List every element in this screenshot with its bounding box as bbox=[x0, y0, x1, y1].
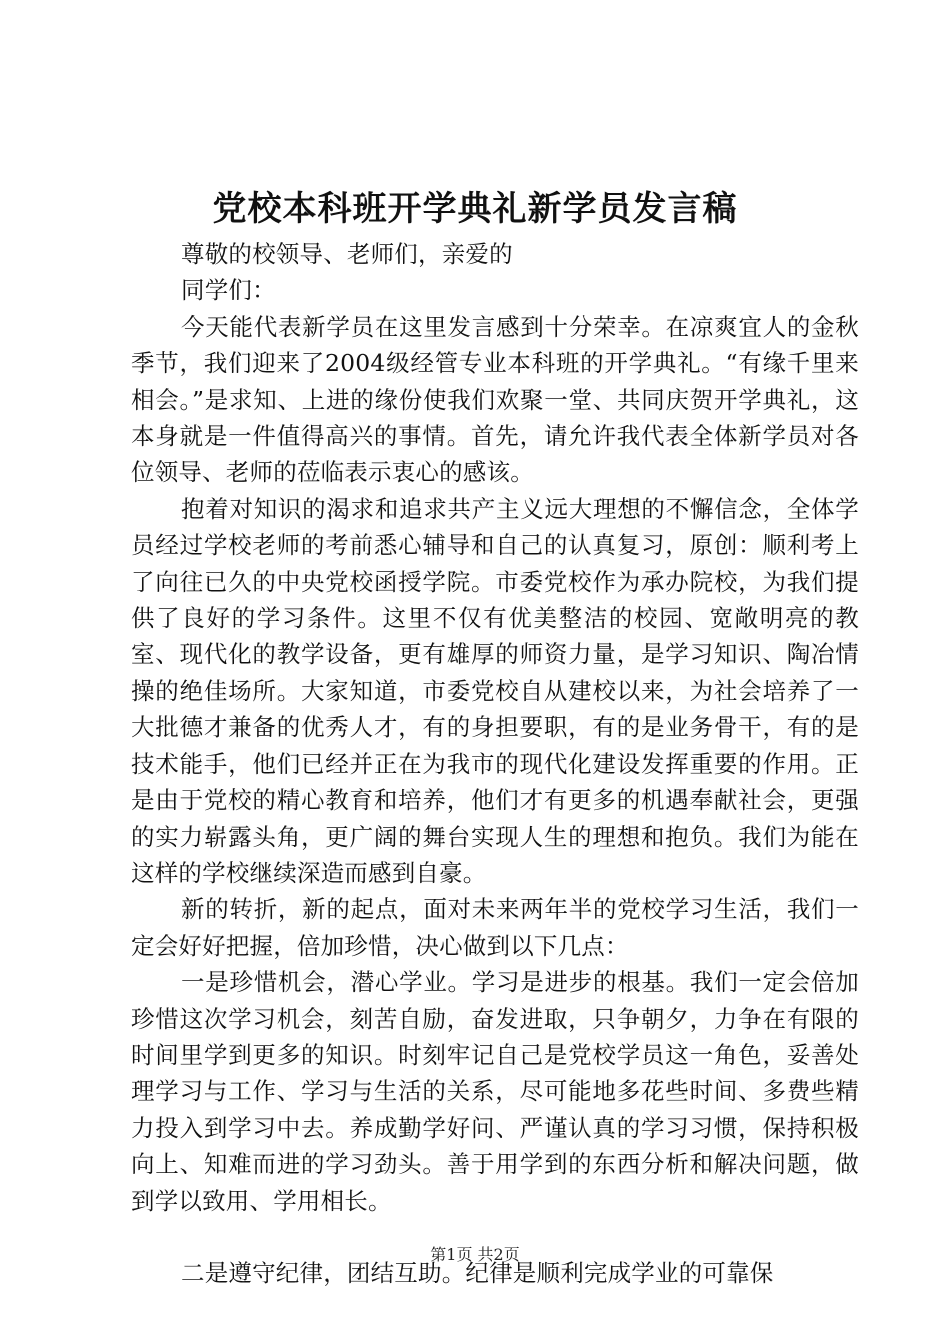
greeting-line: 同学们： bbox=[181, 276, 276, 305]
body-paragraph: 新的转折，新的起点，面对未来两年半的党校学习生活，我们一定会好好把握，倍加珍惜，决心做到以下几点： bbox=[131, 895, 859, 960]
document-title: 党校本科班开学典礼新学员发言稿 bbox=[212, 189, 738, 229]
document-body bbox=[131, 236, 859, 1291]
body-paragraph: 一是珍惜机会，潜心学业。学习是进步的根基。我们一定会倍加珍惜这次学习机会，刻苦自励，奋发进取，只争朝夕，力争在有限的时间里学到更多的知识。时刻牢记自己是党校学员这一角色，妥善处理学习与工作、学习与生活的关系，尽可能地多花些时间、多费些精力投入到学习中去。养成勤学好问、严谨认真的学习习惯，保持积极向上、知难而进的学习劲头。善于用学到的东西分析和解决问题，做到学以致用、学用相长。 bbox=[131, 968, 859, 1215]
page-footer: 第1页 共2页 bbox=[430, 1245, 520, 1264]
body-paragraph: 今天能代表新学员在这里发言感到十分荣幸。在凉爽宜人的金秋季节，我们迎来了2004级经管专业本科班的开学典礼。“有缘千里来相会。”是求知、上进的缘份使我们欢聚一堂、共同庆贺开学典礼，这本身就是一件值得高兴的事情。首先，请允许我代表全体新学员对各位领导、老师的莅临表示衷心的感该。 bbox=[131, 312, 859, 487]
body-paragraph: 二是遵守纪律，团结互助。纪律是顺利完成学业的可靠保 bbox=[181, 1258, 774, 1287]
greeting-line: 尊敬的校领导、老师们，亲爱的 bbox=[181, 240, 513, 268]
body-paragraph: 抱着对知识的渴求和追求共产主义远大理想的不懈信念，全体学员经过学校老师的考前悉心辅导和自己的认真复习，原创：顺利考上了向往已久的中央党校函授学院。市委党校作为承办院校，为我们提供了良好的学习条件。这里不仅有优美整洁的校园、宽敞明亮的教室、现代化的教学设备，更有雄厚的师资力量，是学习知识、陶冶情操的绝佳场所。大家知道，市委党校自从建校以来，为社会培养了一大批德才兼备的优秀人才，有的身担要职，有的是业务骨干，有的是技术能手，他们已经并正在为我市的现代化建设发挥重要的作用。正是由于党校的精心教育和培养，他们才有更多的机遇奉献社会，更强的实力崭露头角，更广阔的舞台实现人生的理想和抱负。我们为能在这样的学校继续深造而感到自豪。 bbox=[131, 494, 859, 887]
